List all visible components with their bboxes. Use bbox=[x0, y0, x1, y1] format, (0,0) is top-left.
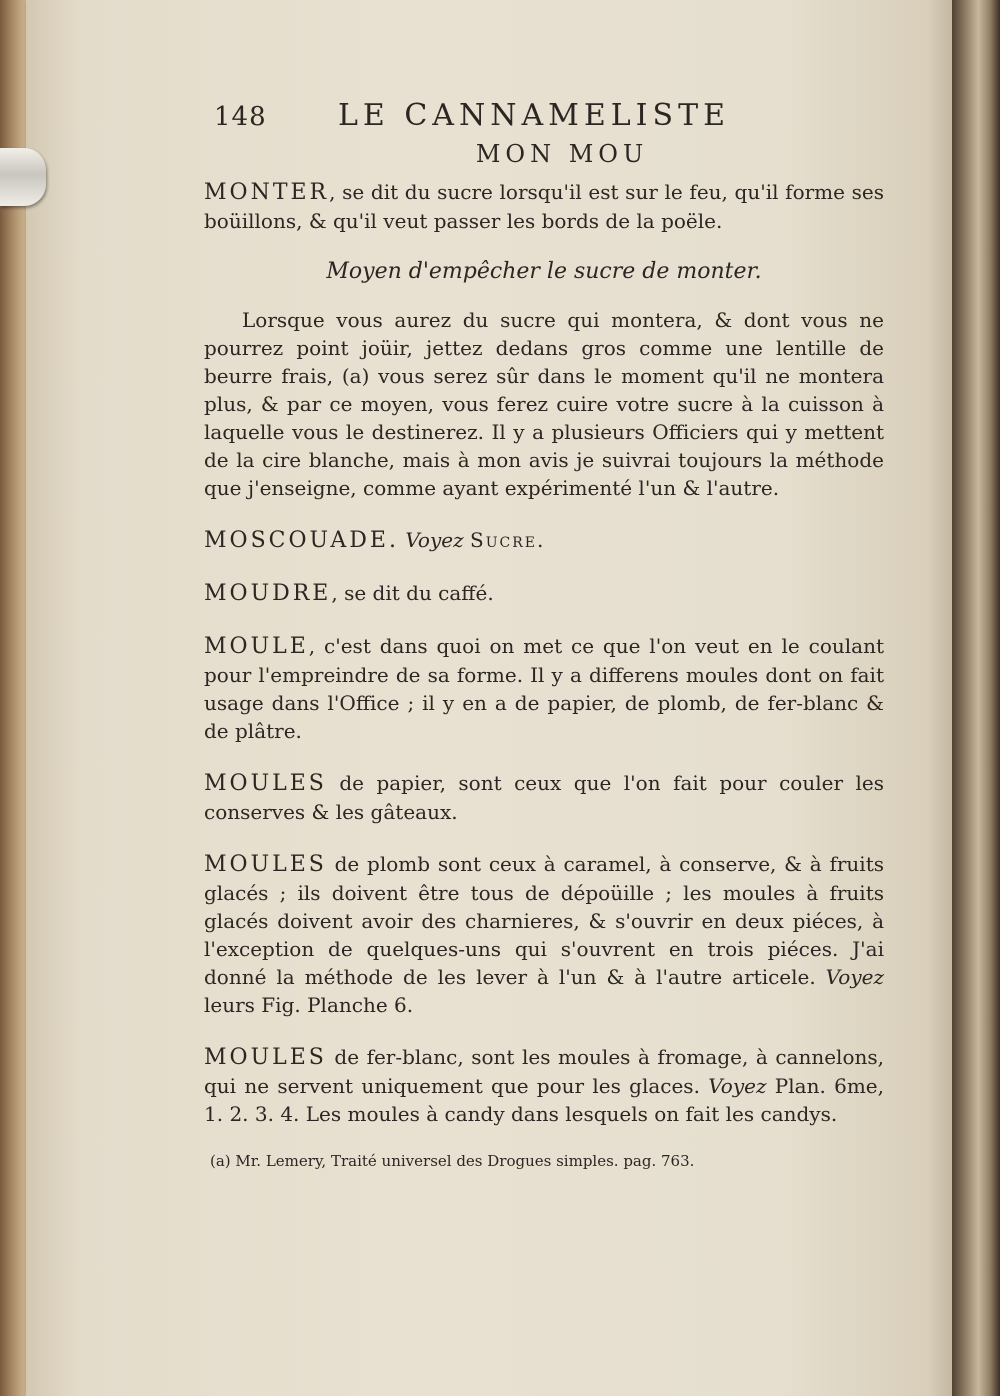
entry-moules-plomb-text: de plomb sont ceux à caramel, à conserve, & à fruits glacés ; ils doivent être tous de dépoüille ; les moules à fruits glacés doivent avoir des charnieres, & s'ouvrir en deux piéces, à l'exception de quelques-uns qui s'ouvrent en trois piéces. J'ai donné la méthode de les lever à l'un & à l'autre articele. bbox=[204, 852, 884, 989]
entry-monter-text: , se dit du sucre lorsqu'il est sur le feu, qu'il forme ses boüillons, & qu'il veut passer les bords de la poële. bbox=[204, 180, 884, 233]
entry-moules-papier-text: de papier, sont ceux que l'on fait pour couler les conserves & les gâteaux. bbox=[204, 771, 884, 824]
page-edges bbox=[952, 0, 1000, 1396]
headword-moules-plomb: MOULES bbox=[204, 852, 327, 877]
entry-moules-plomb-tail: leurs Fig. Planche 6. bbox=[204, 993, 414, 1017]
entry-moules-ferblanc-tail: Plan. 6me, 1. 2. 3. 4. Les moules à candy dans lesquels on fait les candys. bbox=[204, 1074, 884, 1126]
cross-reference-sucre: Sucre. bbox=[470, 528, 546, 552]
page-number: 148 bbox=[214, 102, 267, 132]
headword-monter: MONTER bbox=[204, 180, 330, 205]
entry-moules-ferblanc-text: de fer-blanc, sont les moules à fromage, à cannelons, qui ne servent uniquement que pour les glaces. bbox=[204, 1045, 884, 1098]
entry-monter bbox=[204, 178, 884, 235]
see-reference-label: Voyez bbox=[405, 528, 464, 552]
running-title: LE CANNAMELISTE bbox=[338, 98, 730, 133]
headword-moscouade: MOSCOUADE. bbox=[204, 528, 399, 553]
entry-moules-plomb bbox=[204, 850, 884, 1019]
headword-moule: MOULE bbox=[204, 634, 309, 659]
headword-moudre: MOUDRE bbox=[204, 581, 332, 606]
footnote: (a) Mr. Lemery, Traité universel des Drogues simples. pag. 763. bbox=[210, 1152, 695, 1170]
page bbox=[26, 0, 966, 1396]
page-header bbox=[204, 92, 884, 136]
entry-moscouade bbox=[204, 526, 884, 555]
see-reference-label: Voyez bbox=[825, 965, 884, 989]
entry-moudre-text: , se dit du caffé. bbox=[331, 581, 494, 605]
headword-moules-ferblanc: MOULES bbox=[204, 1045, 327, 1070]
entry-moyen-text: Lorsque vous aurez du sucre qui montera, & dont vous ne pourrez point joüir, jettez dedans gros comme une lentille de beurre frais, (a) vous serez sûr dans le moment qu'il ne montera plus, & par ce moyen, vous ferez cuire votre sucre à la cuisson à laquelle vous le destinerez. Il y a plusieurs Officiers qui y mettent de la cire blanche, mais à mon avis je suivrai toujours la méthode que j'enseigne, comme ayant expérimenté l'un & l'autre. bbox=[204, 308, 884, 500]
catchword-header: MON MOU bbox=[475, 140, 649, 168]
headword-moules-papier: MOULES bbox=[204, 771, 327, 796]
entry-moudre bbox=[204, 579, 884, 608]
see-reference-label: Voyez bbox=[708, 1074, 767, 1098]
entry-moule bbox=[204, 632, 884, 745]
subheading-moyen: Moyen d'empêcher le sucre de monter. bbox=[326, 259, 762, 284]
page-clip bbox=[0, 148, 46, 206]
page-content bbox=[204, 92, 884, 1170]
entry-moules-papier bbox=[204, 769, 884, 826]
entry-moules-ferblanc bbox=[204, 1043, 884, 1128]
entry-moule-text: , c'est dans quoi on met ce que l'on veut en le coulant pour l'empreindre de sa forme. Il y a differens moules dont on fait usage dans l'Office ; il y en a de papier, de plomb, de fer-blanc & de plâtre. bbox=[204, 634, 884, 743]
